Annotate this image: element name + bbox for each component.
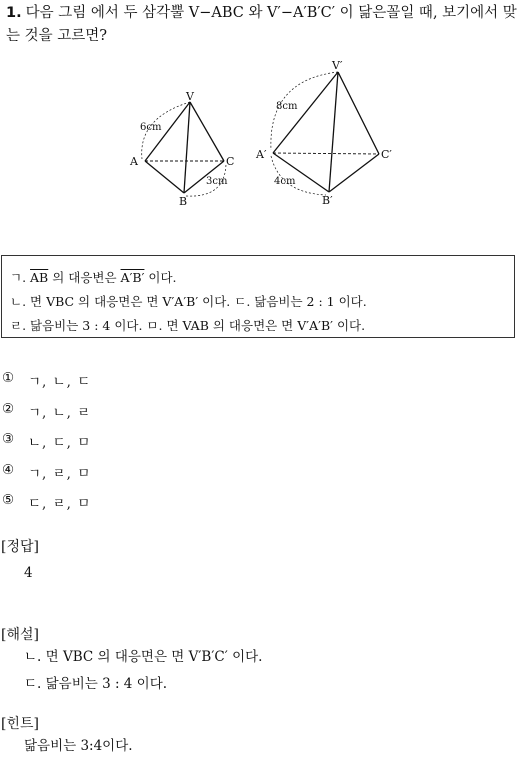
statement-mid: 의 대응변은 [48,270,121,285]
explanation-label: [해설] [1,627,39,643]
edge-ab-left [145,161,184,193]
label-4cm: 4cm [274,176,296,187]
edge-vc-left [190,102,224,161]
choice-1[interactable] [2,370,302,401]
question-number: 1. [6,5,22,21]
label-v: V [186,90,194,103]
label-c-prime: C′ [381,148,392,161]
answer-value: 4 [24,565,33,581]
edge-va-right [273,72,338,153]
choice-3[interactable] [2,431,302,462]
segment-a-prime-b-prime: A′B′ [120,270,145,285]
explanation-line-2: ㄷ. 닮음비는 3 : 4 이다. [24,676,168,692]
hint-label: [힌트] [1,716,39,732]
edge-vb-left [184,102,190,193]
edge-vb-right [329,72,338,192]
choice-number: ③ [2,431,15,447]
segment-ab: $\overline{AB}$ [30,270,49,285]
statement-suffix: 이다. [144,270,177,285]
hint-text: 닮음비는 3:4이다. [24,738,133,754]
label-b: B [179,195,188,208]
statement-box [1,255,515,338]
choice-5[interactable] [2,492,302,523]
explanation-line-1: ㄴ. 면 VBC 의 대응면은 면 V′B′C′ 이다. [24,649,263,665]
choice-number: ④ [2,461,15,478]
choice-text: ㄱ, ㄴ, ㄷ [28,374,92,390]
explanation-body [24,644,262,698]
choice-4[interactable] [2,462,302,493]
label-6cm: 6cm [140,122,162,133]
choice-number: ⑤ [2,492,15,508]
statement-row-3: ㄹ. 닮음비는 3 : 4 이다. ㅁ. 면 VAB 의 대응면은 면 V′A′B′ 이다. [10,318,366,333]
question-header [6,2,530,48]
edge-ac-right-hidden [273,153,379,154]
choice-text: ㄱ, ㄹ, ㅁ [28,465,92,482]
edge-bc-right [329,154,379,192]
choice-text: ㄷ, ㄹ, ㅁ [28,496,92,512]
label-3cm: 3cm [206,176,228,187]
statement-row-1 [10,266,506,290]
choice-number: ① [2,370,15,386]
choice-text: ㄴ, ㄷ, ㅁ [28,435,92,451]
choice-list [2,370,302,523]
label-c: C [226,155,235,168]
label-a-prime: A′ [256,148,267,161]
choice-number: ② [2,400,15,417]
statement-prefix: ㄱ. [10,270,31,285]
edge-vc-right [338,72,379,154]
label-8cm: 8cm [276,101,298,112]
question-text: 다음 그림 에서 두 삼각뿔 V−ABC 와 V′−A′B′C′ 이 닮은꼴일 때, 보기에서 맞는 것을 고르면? [6,5,517,44]
statement-row-2: ㄴ. 면 VBC 의 대응면은 면 V′A′B′ 이다. ㄷ. 닮음비는 2 : 1 이다. [10,294,367,309]
label-v-prime: V′ [332,59,343,72]
label-a: A [130,155,138,168]
answer-label: [정답] [1,539,39,555]
choice-text: ㄱ, ㄴ, ㄹ [28,404,92,421]
pyramid-figure [120,58,420,213]
label-b-prime: B′ [322,194,333,207]
choice-2[interactable] [2,401,302,432]
